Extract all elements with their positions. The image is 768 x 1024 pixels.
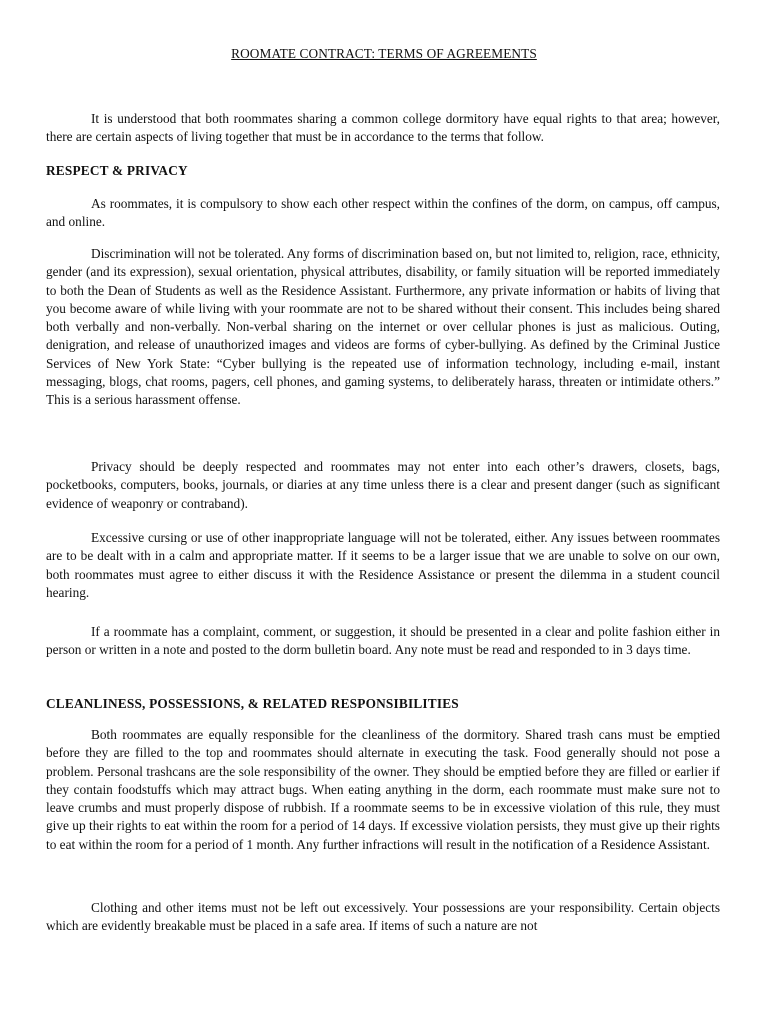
respect-paragraph-2: Discrimination will not be tolerated. Any forms of discrimination based on, but not limited to, religion, race, ethnicity, gender (and its expression), sexual orientation, physical attributes, disability, or family situation will be reported immediately to both the Dean of Students as well as the Residence Assistant. Furthermore, any private information or habits of living that you become aware of while living with your roommate are not to be shared without their consent. This includes being shared both verbally and non-verbally. Non-verbal sharing on the internet or over cellular phones is just as malicious. Outing, denigration, and release of unauthorized images and videos are forms of cyber-bullying. As defined by the Criminal Justice Services of New York State: “Cyber bullying is the repeated use of information technology, including e-mail, instant messaging, blogs, chat rooms, pagers, cell phones, and gaming systems, to deliberately harass, threaten or intimidate others.” This is a serious harassment offense. xyxy=(46,246,720,408)
section-heading-cleanliness: CLEANLINESS, POSSESSIONS, & RELATED RESPONSIBILITIES xyxy=(46,696,459,711)
respect-paragraph-4: Excessive cursing or use of other inappropriate language will not be tolerated, either. Any issues between roommates are to be dealt with in a calm and appropriate matter. If it seems to be a larger issue that we are unable to solve on our own, both roommates must agree to either discuss it with the Residence Assistance or present the dilemma in a student council hearing. xyxy=(46,530,720,600)
intro-paragraph: It is understood that both roommates sharing a common college dormitory have equal rights to that area; however, there are certain aspects of living together that must be in accordance to the terms that follow. xyxy=(46,111,720,145)
section-heading-respect-privacy: RESPECT & PRIVACY xyxy=(46,163,188,178)
respect-paragraph-3: Privacy should be deeply respected and roommates may not enter into each other’s drawers, closets, bags, pocketbooks, computers, books, journals, or diaries at any time unless there is a clear and present danger (such as significant evidence of weaponry or contraband). xyxy=(46,459,720,511)
cleanliness-paragraph-1: Both roommates are equally responsible for the cleanliness of the dormitory. Shared trash cans must be emptied before they are filled to the top and roommates should alternate in executing the task. Food generally should not pose a problem. Personal trashcans are the sole responsibility of the owner. They should be emptied before they are filled or earlier if they contain foodstuffs which may attract bugs. When eating anything in the dorm, each roommate must make sure not to leave crumbs and must properly dispose of rubbish. If a roommate seems to be in excessive violation of this rule, they must give up their rights to eat within the room for a period of 14 days. If excessive violation persists, they must give up their rights to eat within the room for a period of 1 month. Any further infractions will result in the notification of a Residence Assistant. xyxy=(46,727,720,852)
respect-paragraph-5: If a roommate has a complaint, comment, or suggestion, it should be presented in a clear and polite fashion either in person or written in a note and posted to the dorm bulletin board. Any note must be read and responded to in 3 days time. xyxy=(46,624,720,658)
cleanliness-paragraph-2: Clothing and other items must not be left out excessively. Your possessions are your responsibility. Certain objects which are evidently breakable must be placed in a safe area. If items of such a nature are not xyxy=(46,900,720,934)
respect-paragraph-1: As roommates, it is compulsory to show each other respect within the confines of the dorm, on campus, off campus, and online. xyxy=(46,196,720,230)
document-title: ROOMATE CONTRACT: TERMS OF AGREEMENTS xyxy=(231,46,537,61)
